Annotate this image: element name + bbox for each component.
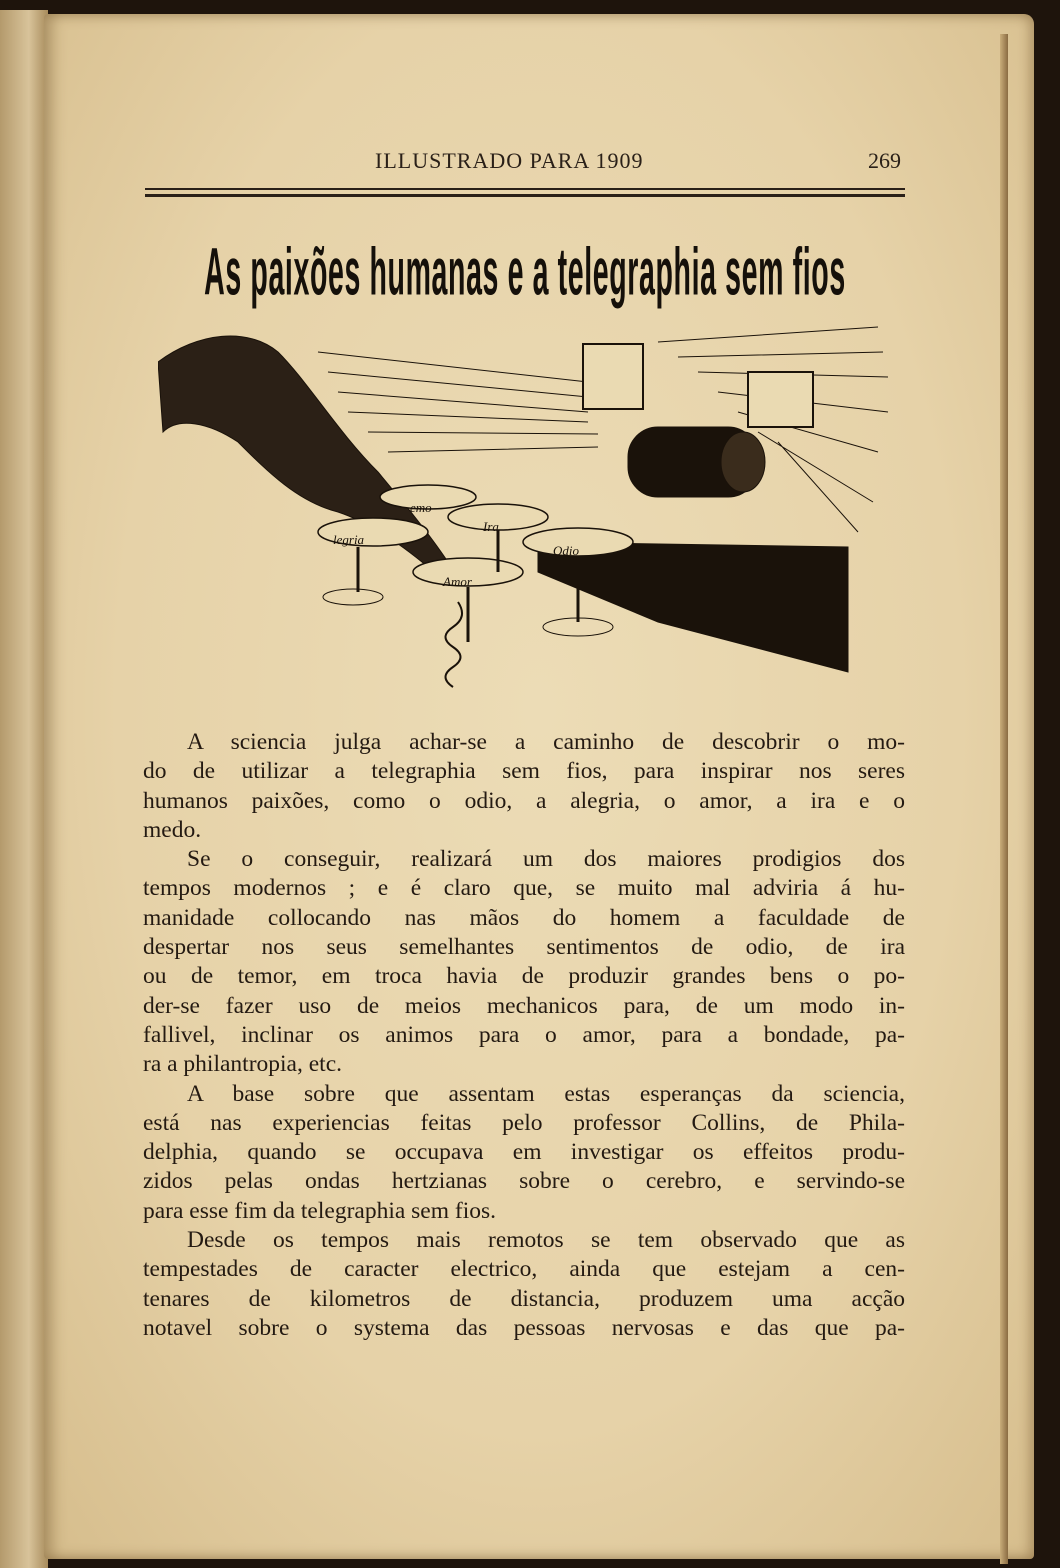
header-rule-top	[145, 188, 905, 190]
text-line: humanos paixões, como o odio, a alegria, o amor, a ira e o	[143, 787, 905, 814]
text-line: A base sobre que assentam estas esperanças da sciencia,	[187, 1080, 905, 1107]
key-label-ira: Ira	[483, 519, 499, 534]
text-line: ou de temor, em troca havia de produzir grandes bens o po-	[143, 963, 905, 990]
table-edge	[538, 542, 848, 672]
text-line: ra a philantropia, etc.	[143, 1051, 343, 1078]
text-line: A sciencia julga achar-se a caminho de descobrir o mo-	[187, 729, 905, 755]
key-label-amor: Amor	[443, 574, 472, 589]
key-label-alegria: legria	[333, 532, 365, 547]
text-line: der-se fazer uso de meios mechanicos para, de um modo in-	[143, 992, 905, 1019]
text-line: zidos pelas ondas hertzianas sobre o cerebro, e servindo-se	[143, 1168, 905, 1195]
text-line: tenares de kilometros de distancia, produzem uma acção	[143, 1285, 905, 1312]
page-number: 269	[868, 148, 901, 173]
telegraph-illustration	[158, 322, 893, 707]
previous-page-edge	[0, 10, 48, 1568]
text-line: manidade collocando nas mãos do homem a faculdade de	[143, 904, 905, 931]
text-line: fallivel, inclinar os animos para o amor, para a bondade, pa-	[143, 1021, 905, 1048]
text-line: tempestades de caracter electrico, ainda que estejam a cen-	[143, 1256, 905, 1283]
text-line: despertar nos seus semelhantes sentimentos de odio, de ira	[143, 934, 905, 961]
key-label-temor: emo	[410, 500, 432, 515]
text-line: tempos modernos ; e é claro que, se muito mal adviria á hu-	[143, 875, 905, 902]
wire-coil	[446, 602, 463, 687]
text-line: está nas experiencias feitas pelo professor Collins, de Phila-	[143, 1109, 905, 1136]
page-edge	[1000, 34, 1008, 1564]
text-line: Desde os tempos mais remotos se tem observado que as	[187, 1227, 905, 1254]
article-body	[143, 728, 905, 1343]
screen-right	[748, 372, 813, 427]
text-line: notavel sobre o systema das pessoas nervosas e das que pa-	[143, 1314, 905, 1341]
text-line: Se o conseguir, realizará um dos maiores prodigios dos	[187, 846, 905, 873]
header-rule-bottom	[145, 194, 905, 197]
running-title: ILLUSTRADO PARA 1909	[375, 148, 644, 173]
article-title: As paixões humanas e a telegraphia sem fios	[204, 233, 846, 309]
text-line: delphia, quando se occupava em investigar os effeitos produ-	[143, 1139, 905, 1166]
running-header	[0, 148, 1060, 178]
text-line: medo.	[143, 816, 202, 843]
text-line: para esse fim da telegraphia sem fios.	[143, 1197, 497, 1224]
screen-left	[583, 344, 643, 409]
text-line: do de utilizar a telegraphia sem fios, para inspirar nos seres	[143, 758, 905, 785]
key-label-odio: Odio	[553, 543, 579, 558]
